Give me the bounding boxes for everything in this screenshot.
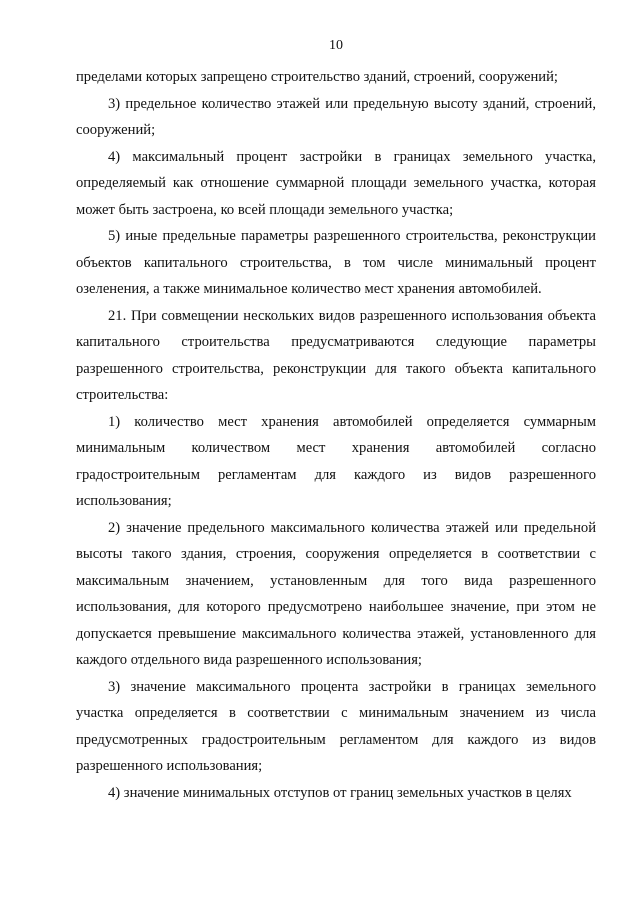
paragraph-subitem-2: 2) значение предельного максимального количества этажей или предельной высоты такого здания, строения, сооружения определяется в соответствии с максимальным значением, установленным для того вида разрешенного использования, для которого предусмотрено наибольшее значение, при этом не допускается превышение максимального количества этажей, установленного для каждого отдельного вида разрешенного использования; [76,519,596,668]
paragraph-continuation: пределами которых запрещено строительство зданий, строений, сооружений; [76,69,558,85]
page-number: 10 [329,38,343,53]
document-body [76,64,596,806]
document-page [76,0,596,905]
paragraph-subitem-1: 1) количество мест хранения автомобилей определяется суммарным минимальным количеством мест хранения автомобилей согласно градостроительным регламентам для каждого из видов разрешенного использования; [76,413,596,509]
paragraph-item-5: 5) иные предельные параметры разрешенного строительства, реконструкции объектов капитального строительства, в том числе минимальный процент озеленения, а также минимальное количество мест хранения автомобилей. [76,228,596,297]
paragraph-subitem-3: 3) значение максимального процента застройки в границах земельного участка определяется в соответствии с минимальным значением из числа предусмотренных градостроительным регламентом для каждого из видов разрешенного использования; [76,678,596,774]
paragraph-section-21: 21. При совмещении нескольких видов разрешенного использования объекта капитального строительства предусматриваются следующие параметры разрешенного строительства, реконструкции для такого объекта капитального строительства: [76,307,596,403]
paragraph-subitem-4: 4) значение минимальных отступов от границ земельных участков в целях [108,784,572,801]
paragraph-item-3: 3) предельное количество этажей или предельную высоту зданий, строений, сооружений; [76,95,596,138]
paragraph-item-4: 4) максимальный процент застройки в границах земельного участка, определяемый как отношение суммарной площади земельного участка, которая может быть застроена, ко всей площади земельного участка; [76,148,596,218]
